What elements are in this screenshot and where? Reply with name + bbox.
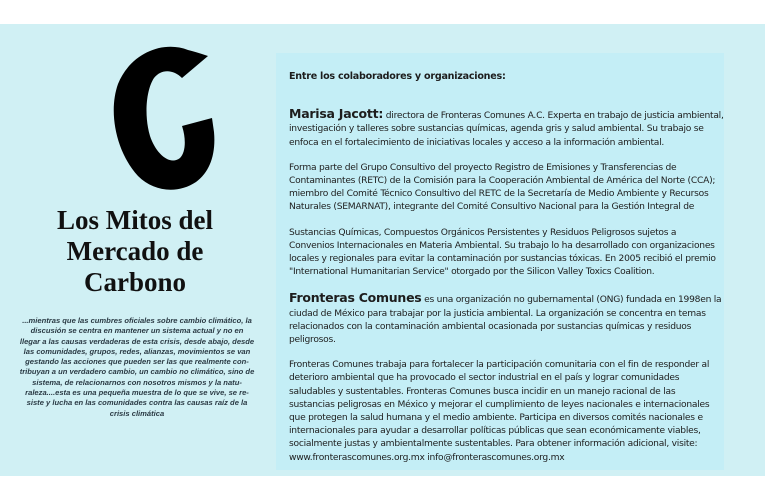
text-line: ciudad de México para trabajar por la justicia ambiental. La organización se concentra en temas [289,308,706,319]
title-line: Mercado de [66,236,204,266]
person-para-2 [289,162,729,215]
text-line: sustancias peligrosas en México y mejorar el cumplimiento de leyes nacionales e internacionales [289,399,710,410]
text-line: deterioro ambiental que ha provocado el sector industrial en el país y lograr comunidades [289,373,680,384]
text-line: Contaminantes (RETC) de la Comisión para la Cooperación Ambiental de América del Norte (CCA); [289,176,716,187]
collaborators-section [289,70,729,465]
text-line: Forma parte del Grupo Consultivo del proyecto Registro de Emisiones y Transferencias de [289,162,677,173]
bio-line: enfoca en el fortalecimiento de iniciativas locales y acceso a la información ambiental. [289,137,665,148]
quote-line: tribuyan a un verdadero cambio, un cambio no climático, sino de [19,367,255,377]
quote-line: discusión se centra en mantener un sistema actual y no en [30,326,244,336]
title-line: Carbono [83,267,186,297]
bio-line [289,107,729,123]
person-para-3 [289,227,729,280]
quote-line: sistema, de relacionarnos con nosotros mismos y la natu- [32,377,242,387]
text-line: Convenios Internacionales en Materia Ambiental. Su trabajo lo ha desarrollado con organizaciones [289,240,715,251]
quote-text [14,316,260,419]
title-line: Los Mitos del [56,205,213,235]
org-para-2 [289,359,729,465]
text-line: "International Humanitarian Service" otorgado por the Silicon Valley Toxics Coalition. [289,267,655,278]
text-line: peligrosos. [289,335,336,346]
book-title [20,205,250,298]
text-line: Naturales (SEMARNAT), integrante del Comité Consultivo Nacional para la Gestión Integral de [289,202,695,213]
org-name: Fronteras Comunes [289,290,422,306]
email-link[interactable]: info@fronterascomunes.org.mx [424,452,565,463]
website-link[interactable]: www.fronterascomunes.org.mx [289,452,425,463]
org-intro [289,291,729,347]
quote-line: raleza....esta es una pequeña muestra de lo que se vive, se re- [25,388,249,398]
quote-line: siste y lucha en las comunidades contra las causas raíz de la [26,398,248,408]
section-heading: Entre los colaboradores y organizaciones: [289,71,506,82]
text-line: locales y regionales para evitar la contaminación por sustancias tóxicas. En 2005 recibió el premio [289,254,716,265]
person-bio [289,107,729,150]
text-line: que protegen la salud humana y el medio ambiente. Participa en diversos comités nacionales e [289,413,703,424]
quote-line: gestando las acciones que pueden ser las que realmente con- [25,357,249,367]
text-line: socialmente justas y ambientalmente sustentables. Para obtener información adicional, visite: [289,439,698,450]
text-line: Sustancias Químicas, Compuestos Orgánicos Persistentes y Residuos Peligrosos sujetos a [289,227,677,238]
text-line: saludables y sustentables. Fronteras Comunes busca incidir en un manejo racional de las [289,386,676,397]
bio-line: investigación y talleres sobre sustancias químicas, agenda gris y salud ambiental. Su trabajo se [289,124,704,135]
text-line: relacionados con la contaminación ambiental ocasionada por sustancias químicas y residuos [289,321,692,332]
brush-letter-c-icon [110,44,220,194]
quote-line: ...mientras que las cumbres oficiales sobre cambio climático, la [22,316,252,325]
text: es una organización no gubernamental (ONG) fundada en 1998en la [421,295,722,306]
quote-line: llegar a las causas verdaderas de esta crisis, desde abajo, desde [19,336,255,346]
person-name: Marisa Jacott: [289,106,384,122]
quote-line: las comunidades, grupos, redes, alianzas, movimientos se van [23,346,251,356]
text-line: Fronteras Comunes trabaja para fortalecer la participación comunitaria con el fin de responder al [289,360,710,371]
bio-text: directora de Fronteras Comunes A.C. Experta en trabajo de justicia ambiental, [383,111,724,122]
quote-line: crisis climática [109,408,165,418]
text-line: miembro del Comité Técnico Consultivo del RETC de la Secretaría de Medio Ambiente y Recursos [289,189,709,200]
text-line: internacionales para ayudar a desarrollar políticas públicas que sean económicamente viables, [289,426,701,437]
